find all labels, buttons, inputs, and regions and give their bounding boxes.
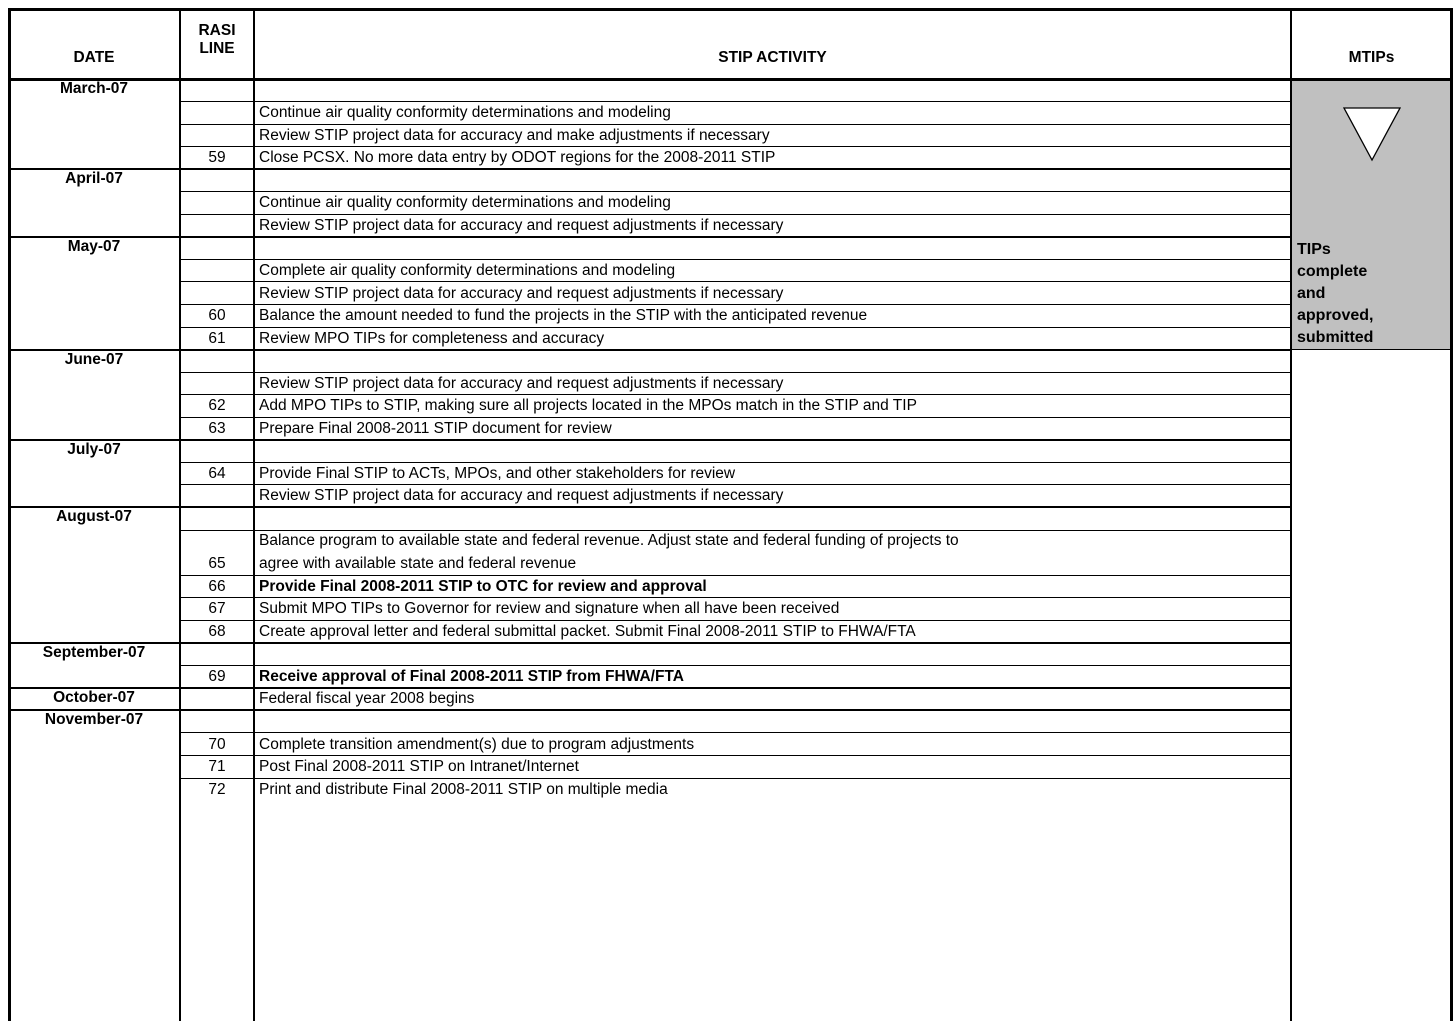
- grid-hline: [180, 755, 1291, 756]
- grid-hline: [180, 124, 1291, 125]
- month-label: November-07: [44, 711, 144, 729]
- activity-text: Submit MPO TIPs to Governor for review and signature when all have been received: [259, 600, 840, 618]
- stip-schedule-table: [8, 8, 1452, 1021]
- grid-hline: [8, 439, 1291, 441]
- activity-text: Provide Final STIP to ACTs, MPOs, and other stakeholders for review: [259, 464, 736, 482]
- rasi-line-number: 68: [208, 622, 226, 640]
- activity-text: Review STIP project data for accuracy and request adjustments if necessary: [259, 374, 784, 392]
- header-rasi-line-1: RASI: [198, 22, 236, 39]
- header-date: DATE: [73, 49, 115, 66]
- activity-text-continued: agree with available state and federal revenue: [259, 555, 577, 573]
- activity-text: Continue air quality conformity determinations and modeling: [259, 194, 671, 212]
- grid-hline: [8, 8, 1452, 11]
- mtips-status-text: [1297, 239, 1373, 349]
- grid-hline: [180, 530, 1291, 531]
- rasi-line-number: 67: [208, 600, 226, 618]
- grid-hline: [180, 665, 1291, 666]
- grid-hline: [180, 778, 1291, 779]
- activity-text: Review STIP project data for accuracy and make adjustments if necessary: [259, 126, 770, 144]
- month-label: April-07: [65, 170, 123, 188]
- mtips-status-line: approved,: [1297, 306, 1374, 324]
- activity-text: Continue air quality conformity determinations and modeling: [259, 104, 671, 122]
- activity-text: Post Final 2008-2011 STIP on Intranet/Internet: [259, 758, 579, 776]
- grid-hline: [1291, 349, 1452, 351]
- month-label: March-07: [59, 80, 129, 97]
- activity-text: Receive approval of Final 2008-2011 STIP from FHWA/FTA: [259, 667, 684, 685]
- activity-text: Add MPO TIPs to STIP, making sure all projects located in the MPOs match in the STIP and TIP: [259, 397, 917, 415]
- month-label: August-07: [56, 508, 132, 526]
- month-label: May-07: [67, 237, 121, 255]
- activity-text: Review STIP project data for accuracy and request adjustments if necessary: [259, 487, 784, 505]
- grid-vline: [179, 8, 181, 1021]
- grid-hline: [180, 281, 1291, 282]
- rasi-line-number: 66: [208, 577, 226, 595]
- grid-hline: [180, 484, 1291, 485]
- grid-hline: [180, 304, 1291, 305]
- month-label: September-07: [42, 643, 146, 661]
- grid-hline: [8, 349, 1291, 351]
- grid-hline: [8, 709, 1291, 711]
- rasi-line-number: 64: [208, 464, 226, 482]
- activity-text: Prepare Final 2008-2011 STIP document for review: [259, 419, 612, 437]
- activity-text: Print and distribute Final 2008-2011 STIP on multiple media: [259, 780, 668, 798]
- grid-hline: [8, 642, 1291, 644]
- grid-hline: [180, 620, 1291, 621]
- rasi-line-number: 59: [208, 149, 226, 167]
- grid-hline: [8, 78, 1452, 81]
- rasi-line-number: 65: [208, 555, 226, 573]
- month-label: June-07: [64, 350, 124, 368]
- grid-hline: [180, 146, 1291, 147]
- rasi-line-number: 60: [208, 307, 226, 325]
- activity-text: Federal fiscal year 2008 begins: [259, 690, 475, 708]
- activity-text: Review STIP project data for accuracy and request adjustments if necessary: [259, 216, 784, 234]
- rasi-line-number: 70: [208, 735, 226, 753]
- grid-hline: [180, 327, 1291, 328]
- activity-text: Balance the amount needed to fund the projects in the STIP with the anticipated revenue: [259, 307, 868, 325]
- grid-vline: [1290, 8, 1292, 1021]
- grid-hline: [180, 372, 1291, 373]
- activity-text: Complete transition amendment(s) due to program adjustments: [259, 735, 695, 753]
- rasi-line-number: 63: [208, 419, 226, 437]
- grid-hline: [180, 191, 1291, 192]
- grid-hline: [180, 101, 1291, 102]
- grid-hline: [8, 168, 1291, 170]
- grid-hline: [180, 417, 1291, 418]
- rasi-line-number: 61: [208, 329, 226, 347]
- rasi-line-number: 62: [208, 397, 226, 415]
- header-stip-activity: STIP ACTIVITY: [718, 49, 827, 66]
- rasi-line-number: 69: [208, 667, 226, 685]
- activity-text: Review STIP project data for accuracy and request adjustments if necessary: [259, 284, 784, 302]
- header-mtips: MTIPs: [1348, 49, 1395, 66]
- grid-hline: [180, 575, 1291, 576]
- activity-text: Create approval letter and federal submittal packet. Submit Final 2008-2011 STIP to FHWA/FTA: [259, 622, 916, 640]
- grid-hline: [180, 597, 1291, 598]
- month-label: October-07: [53, 688, 135, 706]
- mtips-status-line: and: [1297, 284, 1326, 302]
- grid-hline: [8, 236, 1291, 238]
- header-rasi-line-2: LINE: [199, 40, 235, 57]
- grid-hline: [180, 259, 1291, 260]
- grid-hline: [180, 394, 1291, 395]
- rasi-line-number: 72: [208, 780, 226, 798]
- grid-hline: [8, 506, 1291, 508]
- activity-text: Balance program to available state and federal revenue. Adjust state and federal funding of projects to: [259, 532, 959, 549]
- grid-vline: [1450, 8, 1453, 1021]
- grid-hline: [180, 462, 1291, 463]
- mtips-status-line: complete: [1297, 262, 1368, 280]
- activity-text: Review MPO TIPs for completeness and accuracy: [259, 329, 605, 347]
- activity-text: Provide Final 2008-2011 STIP to OTC for review and approval: [259, 577, 707, 595]
- grid-vline: [8, 8, 11, 1021]
- grid-hline: [8, 687, 1291, 689]
- activity-text: Complete air quality conformity determinations and modeling: [259, 261, 676, 279]
- month-label: July-07: [67, 440, 121, 458]
- mtips-status-line: TIPs: [1297, 240, 1331, 258]
- grid-vline: [253, 8, 255, 1021]
- activity-text: Close PCSX. No more data entry by ODOT regions for the 2008-2011 STIP: [259, 149, 776, 167]
- mtips-status-line: submitted: [1297, 328, 1374, 346]
- grid-hline: [180, 732, 1291, 733]
- rasi-line-number: 71: [208, 758, 226, 776]
- down-triangle-icon: [1342, 106, 1402, 162]
- grid-hline: [180, 214, 1291, 215]
